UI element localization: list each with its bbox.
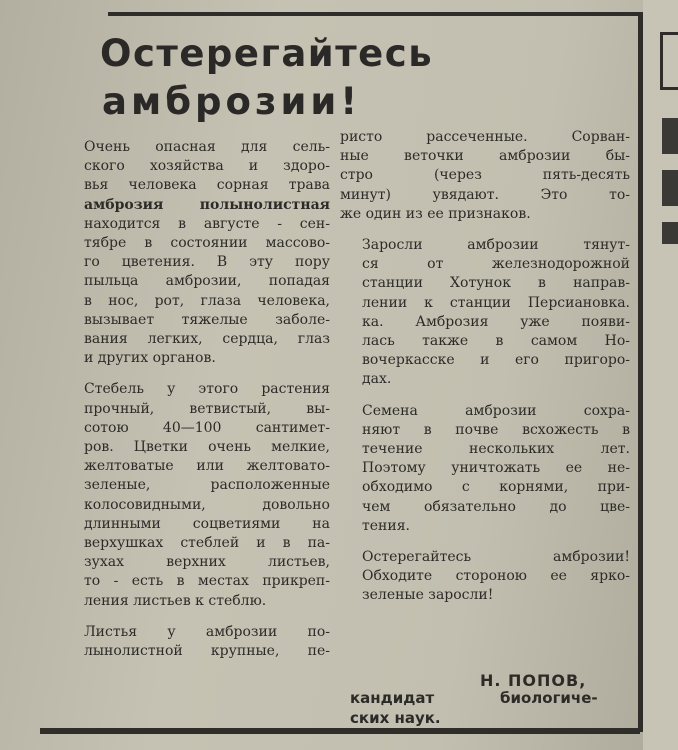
text-line: ристо рассеченные. Сорван- — [340, 129, 630, 145]
paragraph — [340, 236, 630, 390]
text-line: находится в августе - сен- — [84, 215, 330, 232]
text-line: желтоватые или желтовато- — [84, 458, 330, 475]
text-line: лынолистной крупные, пе- — [84, 643, 330, 660]
text-line: же один из ее признаков. — [340, 205, 531, 222]
article-headline — [100, 30, 433, 126]
adjacent-article-strip — [643, 0, 678, 750]
text-line: чем обязательно до цве- — [362, 498, 630, 515]
text-line: пыльца амброзии, попадая — [84, 273, 330, 290]
adjacent-block — [662, 118, 678, 154]
paragraph — [62, 623, 330, 661]
text-line: ления листьев к стеблю. — [84, 592, 267, 609]
text-line: прочный, ветвистый, вы- — [84, 400, 330, 417]
top-rule — [108, 12, 638, 16]
paragraph — [340, 548, 630, 606]
text-line: вья человека сорная трава — [84, 177, 330, 194]
headline-line-2: амброзии! — [102, 80, 362, 123]
text-line: вызывает тяжелые заболе- — [84, 311, 330, 328]
text-line: ского хозяйства и здоро- — [84, 158, 330, 175]
paragraph — [62, 138, 330, 368]
text-line: стро (через пять-десять — [340, 167, 630, 184]
text-line: амброзия полынолистная — [84, 196, 330, 213]
text-line: Остерегайтесь амброзии! — [362, 549, 630, 566]
text-line: минут) увядают. Это то- — [340, 186, 630, 203]
paragraph — [62, 380, 330, 610]
text-line: Семена амброзии сохра- — [362, 402, 630, 419]
text-line: зухах верхних листьев, — [84, 554, 330, 571]
text-line: го цветения. В эту пору — [84, 254, 330, 271]
text-line: обходимо с корнями, при- — [362, 479, 630, 496]
paragraph — [340, 402, 630, 536]
adjacent-block — [662, 170, 678, 206]
text-line: ся от железнодорожной — [362, 256, 630, 273]
author-title-line-1a: кандидат — [350, 689, 435, 707]
text-line: и других органов. — [84, 350, 216, 367]
adjacent-block — [662, 222, 678, 244]
text-line: Очень опасная для сель- — [84, 139, 330, 155]
text-line: лась также в самом Но- — [362, 333, 630, 350]
text-line: няют в почве всхожесть в — [362, 421, 630, 438]
adjacent-frame — [660, 32, 678, 90]
text-line: зеленые заросли! — [362, 587, 494, 604]
bottom-rule — [40, 728, 640, 734]
text-line: ка. Амброзия уже появи- — [362, 313, 630, 330]
text-line: лении к станции Персиановка. — [362, 294, 630, 311]
text-line: дах. — [362, 371, 392, 388]
text-line: ные веточки амброзии бы- — [340, 148, 630, 165]
text-line: Листья у амброзии по- — [84, 623, 330, 640]
author-title-line-2: ских наук. — [350, 709, 441, 727]
text-line: Поэтому уничтожать ее не- — [362, 460, 630, 477]
text-line: Обходите стороною ее ярко- — [362, 568, 630, 585]
author-name: Н. ПОПОВ, — [480, 671, 587, 690]
text-line: длинными соцветиями на — [84, 515, 330, 532]
author-title-line-1b: биологиче- — [500, 689, 598, 707]
text-line: течение нескольких лет. — [362, 441, 630, 458]
text-line: тения. — [362, 517, 410, 534]
text-line: станции Хотунок в направ- — [362, 275, 630, 292]
text-line: колосовидными, довольно — [84, 496, 330, 513]
paragraph — [340, 128, 630, 224]
text-line: то - есть в местах прикреп- — [84, 573, 330, 590]
text-line: Заросли амброзии тянут- — [362, 237, 630, 254]
text-line: вочеркасске и его пригоро- — [362, 352, 630, 369]
text-line: Стебель у этого растения — [84, 381, 330, 398]
article-column-1 — [62, 138, 330, 661]
text-line: верхушках стеблей и в па- — [84, 535, 330, 552]
headline-line-1: Остерегайтесь — [100, 32, 434, 75]
text-line: вания легких, сердца, глаз — [84, 331, 330, 348]
text-line: в нос, рот, глаза человека, — [84, 292, 330, 309]
text-line: ров. Цветки очень мелкие, — [84, 439, 330, 456]
article-column-2 — [340, 128, 630, 606]
text-line: сотою 40—100 сантимет- — [84, 419, 330, 436]
text-line: зеленые, расположенные — [84, 477, 330, 494]
text-line: тябре в состоянии массово- — [84, 235, 330, 252]
